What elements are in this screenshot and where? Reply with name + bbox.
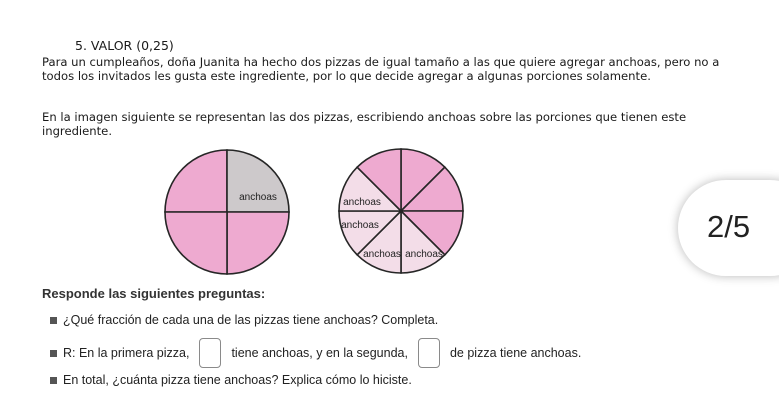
question-title: 5. VALOR (0,25) [75, 38, 174, 53]
bullet-icon [50, 377, 57, 384]
pizza-2 [339, 149, 463, 273]
pizza-2-label-2: anchoas [341, 220, 379, 231]
pizza-1 [165, 150, 289, 274]
questions-heading: Responde las siguientes preguntas: [42, 286, 266, 301]
bullet-icon [50, 350, 57, 357]
question-3-text: En total, ¿cuánta pizza tiene anchoas? Explica cómo lo hiciste. [63, 373, 412, 387]
answer-text-part-3: de pizza tiene anchoas. [449, 346, 582, 360]
question-paragraph-1: Para un cumpleaños, doña Juanita ha hecho dos pizzas de igual tamaño a las que quiere agregar anchoas, pero no a todos los invitados les gusta este ingrediente, por lo que decide agregar a algunas porciones solamente. [42, 55, 720, 83]
question-item-1 [50, 313, 438, 327]
question-1-text: ¿Qué fracción de cada una de las pizzas tiene anchoas? Completa. [63, 313, 439, 327]
pizza-1-slice-bottom-left [165, 212, 227, 274]
question-paragraph-2: En la imagen siguiente se representan las dos pizzas, escribiendo anchoas sobre las porciones que tienen este ingrediente. [42, 110, 687, 138]
answer-box-first-pizza[interactable] [199, 338, 221, 368]
pizza-1-anchoas-label: anchoas [239, 192, 277, 203]
question-item-3 [50, 373, 412, 387]
answer-text-part-2: tiene anchoas, y en la segunda, [231, 346, 408, 360]
pizza-2-label-1: anchoas [343, 197, 381, 208]
pizza-1-slice-bottom-right [227, 212, 289, 274]
fraction-answer: 2/5 [707, 209, 751, 244]
pizza-1-slice-top-left [165, 150, 227, 212]
bullet-icon [50, 317, 57, 324]
answer-text-part-1: R: En la primera pizza, [63, 346, 190, 360]
pizza-2-label-4: anchoas [405, 249, 443, 260]
answer-box-second-pizza[interactable] [418, 338, 440, 368]
pizza-2-label-3: anchoas [363, 249, 401, 260]
question-item-2 [50, 338, 581, 368]
